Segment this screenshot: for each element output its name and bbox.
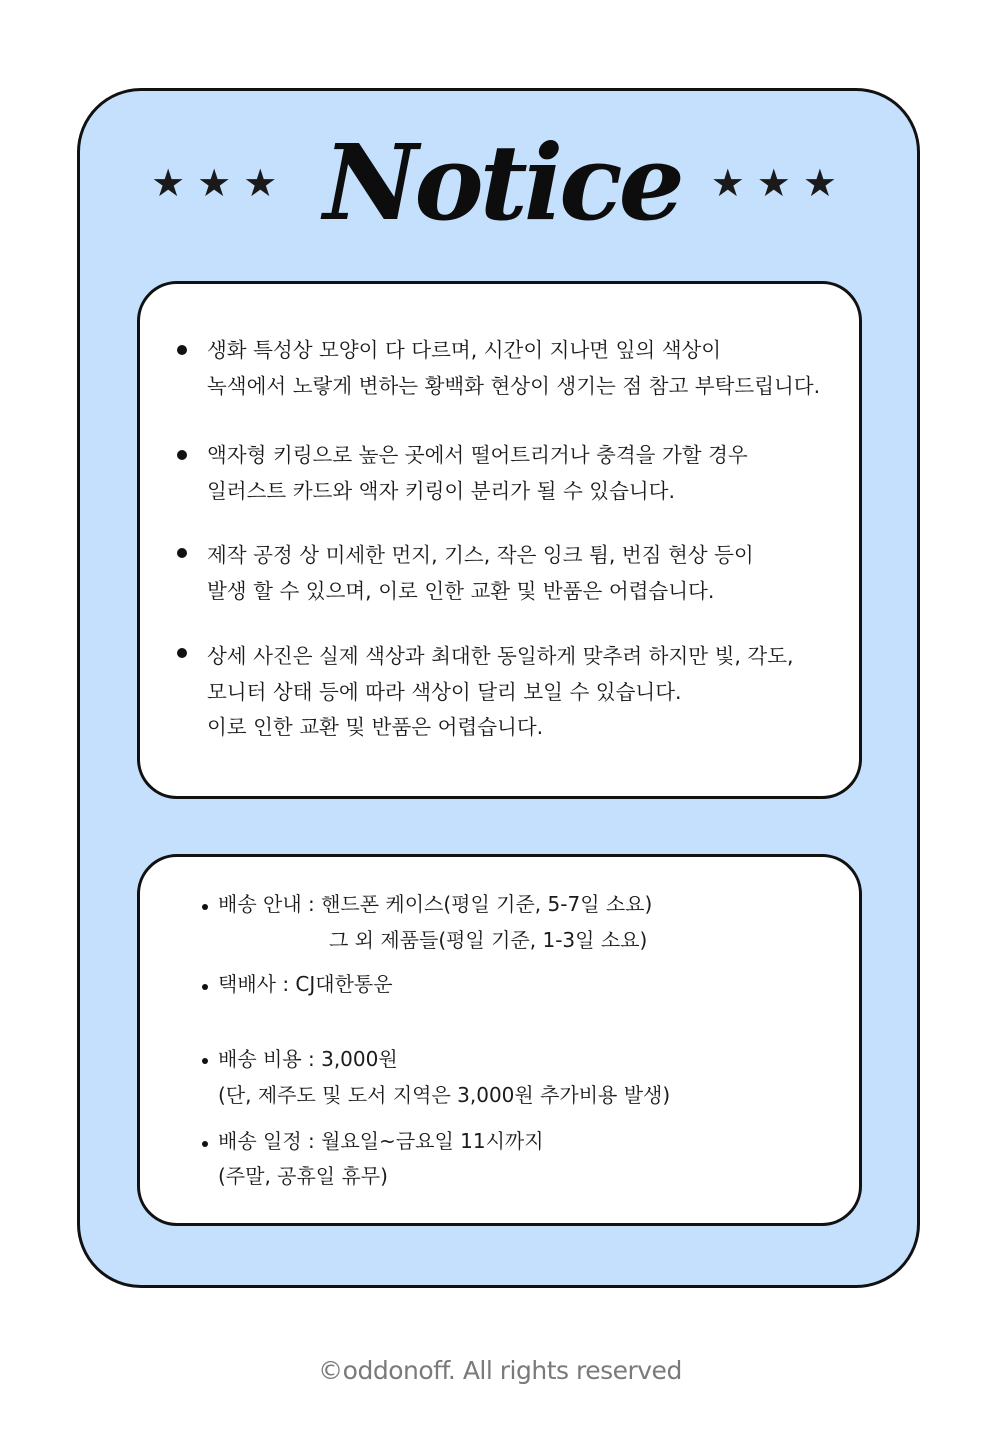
bullet-icon (202, 984, 208, 990)
note-4-line-3: 이로 인한 교환 및 반품은 어렵습니다. (207, 715, 544, 739)
shipping-guide-line-1: 배송 안내 : 핸드폰 케이스(평일 기준, 5-7일 소요) (218, 892, 653, 916)
note-1-line-1: 생화 특성상 모양이 다 다르며, 시간이 지나면 잎의 색상이 (207, 338, 722, 362)
notice-header (0, 121, 1000, 244)
bullet-icon (202, 1141, 208, 1147)
bullet-icon (177, 648, 187, 658)
note-3-line-2: 발생 할 수 있으며, 이로 인한 교환 및 반품은 어렵습니다. (207, 579, 715, 603)
shipping-schedule-line-1: 배송 일정 : 월요일~금요일 11시까지 (218, 1129, 544, 1153)
note-4-line-2: 모니터 상태 등에 따라 색상이 달리 보일 수 있습니다. (207, 680, 682, 704)
copyright-footer: ©oddonoff. All rights reserved (318, 1356, 682, 1385)
note-2-line-1: 액자형 키링으로 높은 곳에서 떨어트리거나 충격을 가할 경우 (207, 443, 748, 467)
bullet-icon (177, 345, 187, 355)
shipping-schedule-line-2: (주말, 공휴일 휴무) (218, 1164, 388, 1188)
bullet-icon (202, 904, 208, 910)
shipping-guide-line-2: 그 외 제품들(평일 기준, 1-3일 소요) (329, 928, 648, 952)
note-3-line-1: 제작 공정 상 미세한 먼지, 기스, 작은 잉크 튐, 번짐 현상 등이 (207, 543, 754, 567)
shipping-cost-line-1: 배송 비용 : 3,000원 (218, 1047, 398, 1071)
note-4-line-1: 상세 사진은 실제 색상과 최대한 동일하게 맞추려 하지만 빛, 각도, (207, 644, 794, 668)
notice-title: Notice (323, 121, 681, 244)
note-1-line-2: 녹색에서 노랗게 변하는 황백화 현상이 생기는 점 참고 부탁드립니다. (207, 374, 821, 398)
bullet-icon (202, 1058, 208, 1064)
bullet-icon (177, 450, 187, 460)
stars-right-icon: ★★★ (710, 161, 849, 205)
stars-left-icon: ★★★ (151, 161, 290, 205)
note-2-line-2: 일러스트 카드와 액자 키링이 분리가 될 수 있습니다. (207, 479, 675, 503)
shipping-cost-line-2: (단, 제주도 및 도서 지역은 3,000원 추가비용 발생) (218, 1083, 671, 1107)
shipping-courier: 택배사 : CJ대한통운 (218, 972, 393, 996)
bullet-icon (177, 548, 187, 558)
